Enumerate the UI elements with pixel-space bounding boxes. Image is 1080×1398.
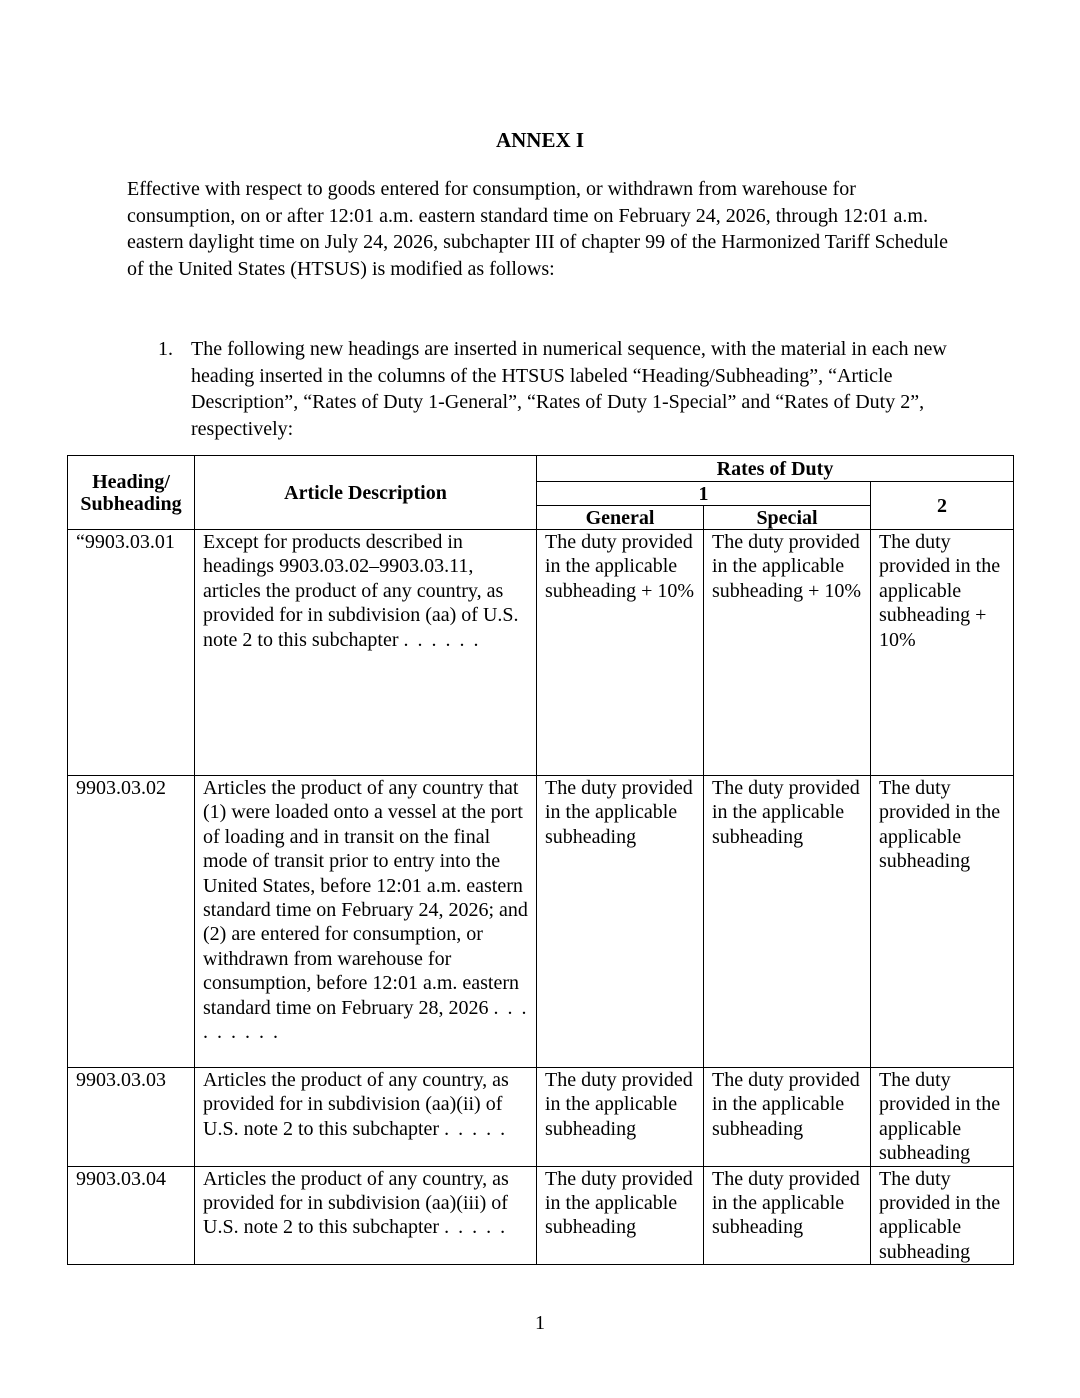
- heading-code: “9903.03.01: [68, 530, 195, 776]
- general-rate: The duty provided in the applicable subheading: [537, 1166, 704, 1265]
- special-header: Special: [704, 506, 871, 530]
- column-2-rate: The duty provided in the applicable subheading: [871, 1166, 1014, 1265]
- tariff-table: [67, 455, 1014, 1265]
- description-text: Articles the product of any country, as provided for in subdivision (aa)(ii) of U.S. note 2 to this subchapter: [203, 1069, 509, 1140]
- table-row: [68, 1166, 1014, 1265]
- special-rate: The duty provided in the applicable subheading: [704, 1166, 871, 1265]
- article-description: [195, 776, 537, 1068]
- special-rate: The duty provided in the applicable subheading: [704, 776, 871, 1068]
- article-description: [195, 1166, 537, 1265]
- description-text: Articles the product of any country that (1) were loaded onto a vessel at the port of loading and in transit on the final mode of transit prior to entry into the United States, before 12:01 a.m. eastern standard time on February 24, 2026; and (2) are entered for consumption, or withdrawn from warehouse for consumption, before 12:01 a.m. eastern standard time on February 28, 2026: [203, 777, 528, 1019]
- rate-column-2-header: 2: [871, 482, 1014, 530]
- special-rate: The duty provided in the applicable subheading: [704, 1068, 871, 1167]
- dot-leader: . . . . . . . . .: [203, 996, 529, 1044]
- table-row: [68, 530, 1014, 776]
- general-header: General: [537, 506, 704, 530]
- table-row: [68, 776, 1014, 1068]
- dot-leader: . . . . . .: [403, 628, 481, 651]
- intro-paragraph: Effective with respect to goods entered for consumption, or withdrawn from warehouse for consumption, on or after 12:01 a.m. eastern standard time on February 24, 2026, through 12:01 a.m. eastern daylight time on July 24, 2026, subchapter III of chapter 99 of the Harmonized Tariff Schedule of the United States (HTSUS) is modified as follows:: [127, 178, 948, 280]
- column-2-rate: The duty provided in the applicable subheading: [871, 776, 1014, 1068]
- article-description: [195, 1068, 537, 1167]
- rates-of-duty-header: Rates of Duty: [537, 456, 1014, 482]
- heading-code: 9903.03.02: [68, 776, 195, 1068]
- dot-leader: . . . . .: [444, 1117, 508, 1140]
- description-text: Except for products described in headings 9903.03.02–9903.03.11, articles the product of any country, as provided for in subdivision (aa) of U.S. note 2 to this subchapter: [203, 531, 519, 651]
- heading-subheading-header: Heading/ Subheading: [68, 456, 195, 530]
- rate-column-1-header: 1: [537, 482, 871, 506]
- annex-title: ANNEX I: [495, 128, 585, 152]
- column-2-rate: The duty provided in the applicable subheading + 10%: [871, 530, 1014, 776]
- heading-code: 9903.03.04: [68, 1166, 195, 1265]
- description-text: Articles the product of any country, as provided for in subdivision (aa)(iii) of U.S. note 2 to this subchapter: [203, 1167, 509, 1239]
- general-rate: The duty provided in the applicable subheading: [537, 776, 704, 1068]
- page-number: 1: [535, 1312, 545, 1334]
- general-rate: The duty provided in the applicable subheading: [537, 1068, 704, 1167]
- item-number: 1.: [158, 338, 173, 360]
- general-rate: The duty provided in the applicable subheading + 10%: [537, 530, 704, 776]
- dot-leader: . . . . .: [444, 1216, 508, 1239]
- special-rate: The duty provided in the applicable subheading + 10%: [704, 530, 871, 776]
- table-row: [68, 1068, 1014, 1167]
- article-description-header: Article Description: [195, 456, 537, 530]
- article-description: [195, 530, 537, 776]
- column-2-rate: The duty provided in the applicable subheading: [871, 1068, 1014, 1167]
- item-text: The following new headings are inserted in numerical sequence, with the material in each new heading inserted in the columns of the HTSUS labeled “Heading/Subheading”, “Article Description”, “Rates of Duty 1-General”, “Rates of Duty 1-Special” and “Rates of Duty 2”, respectively:: [191, 338, 947, 440]
- heading-code: 9903.03.03: [68, 1068, 195, 1167]
